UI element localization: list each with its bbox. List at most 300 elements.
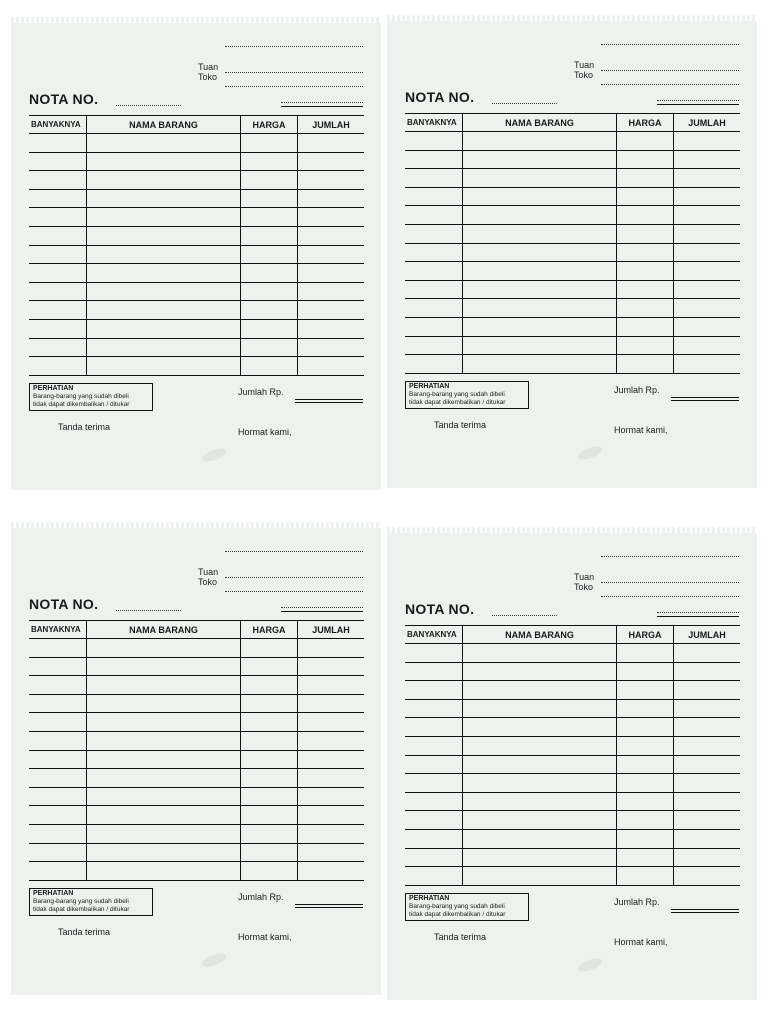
table-cell	[463, 206, 617, 225]
table-cell	[29, 338, 87, 357]
table-row	[405, 829, 740, 848]
paper-smudge	[576, 956, 604, 974]
table-cell	[241, 226, 298, 245]
table-cell	[87, 319, 241, 338]
total-field	[295, 399, 363, 403]
table-cell	[241, 301, 298, 320]
table-row	[29, 282, 364, 301]
table-cell	[617, 187, 674, 206]
table-cell	[617, 829, 674, 848]
col-banyaknya: BANYAKNYA	[29, 621, 87, 639]
total-field	[295, 904, 363, 908]
table-cell	[29, 319, 87, 338]
tuan-line	[225, 577, 363, 578]
table-cell	[241, 189, 298, 208]
table-cell	[617, 280, 674, 299]
table-row	[29, 171, 364, 190]
table-cell	[405, 336, 463, 355]
table-cell	[87, 713, 241, 732]
col-banyaknya: BANYAKNYA	[29, 116, 87, 134]
table-row	[405, 644, 740, 663]
table-row	[405, 662, 740, 681]
perforated-edge	[387, 15, 757, 21]
table-cell	[405, 355, 463, 374]
table-cell	[674, 187, 741, 206]
table-cell	[87, 208, 241, 227]
toko-label: Toko	[574, 70, 594, 80]
table-cell	[87, 282, 241, 301]
col-jumlah: JUMLAH	[674, 114, 741, 132]
table-row	[29, 639, 364, 658]
table-cell	[298, 226, 365, 245]
notice-title: PERHATIAN	[33, 385, 74, 392]
table-cell	[674, 262, 741, 281]
table-cell	[617, 681, 674, 700]
table-cell	[463, 644, 617, 663]
table-cell	[298, 357, 365, 376]
regards-label: Hormat kami,	[614, 425, 668, 435]
table-row	[405, 224, 740, 243]
nota-title: NOTA NO.	[405, 89, 475, 105]
table-cell	[241, 282, 298, 301]
table-cell	[674, 336, 741, 355]
nota-number-line	[116, 105, 181, 106]
table-cell	[463, 132, 617, 151]
table-cell	[463, 262, 617, 281]
table-cell	[463, 829, 617, 848]
table-row	[405, 150, 740, 169]
table-cell	[674, 243, 741, 262]
table-row	[405, 280, 740, 299]
table-cell	[241, 694, 298, 713]
table-cell	[405, 224, 463, 243]
table-row	[405, 867, 740, 886]
table-cell	[405, 811, 463, 830]
table-row	[405, 187, 740, 206]
table-cell	[298, 676, 365, 695]
table-row	[29, 264, 364, 283]
table-cell	[674, 792, 741, 811]
receipt-sheet	[387, 18, 757, 488]
table-cell	[463, 792, 617, 811]
table-cell	[405, 699, 463, 718]
table-cell	[674, 699, 741, 718]
receipt-sheet	[387, 530, 757, 1000]
table-cell	[463, 755, 617, 774]
table-cell	[463, 718, 617, 737]
tuan-line	[225, 72, 363, 73]
table-cell	[29, 189, 87, 208]
col-nama-barang: NAMA BARANG	[87, 116, 241, 134]
table-row	[405, 355, 740, 374]
paper-smudge	[200, 446, 228, 464]
table-row	[29, 357, 364, 376]
table-cell	[405, 736, 463, 755]
table-row	[405, 792, 740, 811]
table-row	[405, 699, 740, 718]
table-cell	[463, 774, 617, 793]
table-row	[29, 843, 364, 862]
table-cell	[298, 319, 365, 338]
table-cell	[405, 187, 463, 206]
table-row	[29, 676, 364, 695]
notice-line: Barang-barang yang sudah dibeli	[33, 393, 129, 400]
table-cell	[617, 243, 674, 262]
table-cell	[674, 718, 741, 737]
date-line	[225, 46, 363, 47]
table-cell	[298, 806, 365, 825]
table-cell	[674, 755, 741, 774]
table-cell	[463, 736, 617, 755]
regards-label: Hormat kami,	[238, 932, 292, 942]
table-cell	[241, 676, 298, 695]
table-row	[405, 774, 740, 793]
table-cell	[617, 699, 674, 718]
table-cell	[87, 694, 241, 713]
table-cell	[674, 206, 741, 225]
table-row	[29, 152, 364, 171]
table-cell	[29, 676, 87, 695]
col-harga: HARGA	[617, 114, 674, 132]
table-cell	[298, 657, 365, 676]
table-cell	[241, 824, 298, 843]
table-cell	[29, 843, 87, 862]
table-cell	[29, 282, 87, 301]
table-cell	[617, 792, 674, 811]
table-cell	[29, 657, 87, 676]
table-cell	[87, 338, 241, 357]
table-row	[405, 736, 740, 755]
table-cell	[463, 355, 617, 374]
col-harga: HARGA	[241, 621, 298, 639]
table-cell	[241, 787, 298, 806]
table-cell	[87, 171, 241, 190]
table-cell	[405, 848, 463, 867]
table-cell	[87, 245, 241, 264]
received-by-label: Tanda terima	[434, 932, 487, 942]
col-nama-barang: NAMA BARANG	[463, 114, 617, 132]
table-row	[405, 262, 740, 281]
table-cell	[29, 769, 87, 788]
table-cell	[463, 299, 617, 318]
table-cell	[674, 811, 741, 830]
table-cell	[298, 301, 365, 320]
receipt-sheet	[11, 20, 381, 490]
table-cell	[241, 862, 298, 881]
tuan-label: Tuan	[198, 62, 219, 72]
table-cell	[29, 357, 87, 376]
table-row	[29, 134, 364, 153]
col-jumlah: JUMLAH	[674, 626, 741, 644]
table-cell	[674, 132, 741, 151]
nota-number-line	[116, 610, 181, 611]
received-by-label: Tanda terima	[58, 422, 111, 432]
table-row	[405, 132, 740, 151]
table-row	[405, 299, 740, 318]
receipt-sheet	[11, 525, 381, 995]
table-cell	[298, 282, 365, 301]
table-cell	[298, 731, 365, 750]
table-cell	[241, 657, 298, 676]
perforated-edge	[11, 17, 381, 23]
table-cell	[617, 317, 674, 336]
table-cell	[29, 226, 87, 245]
table-cell	[298, 713, 365, 732]
table-cell	[298, 750, 365, 769]
table-cell	[87, 769, 241, 788]
table-cell	[298, 245, 365, 264]
col-banyaknya: BANYAKNYA	[405, 114, 463, 132]
address-line	[657, 612, 739, 613]
table-cell	[617, 644, 674, 663]
col-banyaknya: BANYAKNYA	[405, 626, 463, 644]
table-row	[405, 718, 740, 737]
table-cell	[617, 336, 674, 355]
table-cell	[298, 694, 365, 713]
table-cell	[463, 848, 617, 867]
table-cell	[87, 189, 241, 208]
total-label: Jumlah Rp.	[238, 387, 284, 397]
table-row	[29, 245, 364, 264]
address-underline	[281, 106, 363, 107]
table-cell	[29, 731, 87, 750]
table-row	[29, 824, 364, 843]
table-row	[29, 731, 364, 750]
toko-line	[225, 591, 363, 592]
table-cell	[617, 224, 674, 243]
table-cell	[405, 150, 463, 169]
table-cell	[29, 301, 87, 320]
date-line	[601, 556, 739, 557]
toko-label: Toko	[574, 582, 594, 592]
table-cell	[674, 662, 741, 681]
table-cell	[617, 132, 674, 151]
table-row	[29, 208, 364, 227]
table-cell	[405, 299, 463, 318]
table-cell	[463, 187, 617, 206]
col-jumlah: JUMLAH	[298, 116, 365, 134]
address-line	[281, 607, 363, 608]
col-nama-barang: NAMA BARANG	[463, 626, 617, 644]
table-cell	[674, 736, 741, 755]
table-row	[29, 713, 364, 732]
table-cell	[405, 132, 463, 151]
table-cell	[617, 811, 674, 830]
table-cell	[617, 774, 674, 793]
table-cell	[463, 867, 617, 886]
toko-line	[601, 596, 739, 597]
table-cell	[405, 662, 463, 681]
table-cell	[617, 169, 674, 188]
table-row	[405, 755, 740, 774]
table-row	[29, 319, 364, 338]
table-cell	[241, 731, 298, 750]
table-cell	[405, 262, 463, 281]
table-cell	[241, 208, 298, 227]
table-row	[29, 338, 364, 357]
table-cell	[241, 171, 298, 190]
table-cell	[87, 134, 241, 153]
table-cell	[463, 662, 617, 681]
table-cell	[674, 355, 741, 374]
paper-smudge	[576, 444, 604, 462]
table-cell	[617, 299, 674, 318]
items-table	[29, 115, 364, 376]
table-row	[405, 811, 740, 830]
table-cell	[29, 245, 87, 264]
table-cell	[298, 787, 365, 806]
nota-title: NOTA NO.	[29, 596, 99, 612]
notice-title: PERHATIAN	[409, 383, 450, 390]
table-cell	[674, 848, 741, 867]
received-by-label: Tanda terima	[434, 420, 487, 430]
table-cell	[241, 769, 298, 788]
perforated-edge	[387, 527, 757, 533]
total-label: Jumlah Rp.	[614, 385, 660, 395]
table-cell	[463, 224, 617, 243]
table-cell	[241, 245, 298, 264]
tuan-line	[601, 70, 739, 71]
table-cell	[463, 336, 617, 355]
items-table	[29, 620, 364, 881]
table-cell	[298, 208, 365, 227]
col-harga: HARGA	[617, 626, 674, 644]
table-cell	[674, 169, 741, 188]
col-nama-barang: NAMA BARANG	[87, 621, 241, 639]
tuan-line	[601, 582, 739, 583]
table-cell	[241, 319, 298, 338]
table-cell	[405, 280, 463, 299]
table-cell	[87, 843, 241, 862]
table-cell	[463, 699, 617, 718]
table-cell	[29, 639, 87, 658]
address-line	[281, 102, 363, 103]
table-cell	[405, 206, 463, 225]
table-cell	[298, 338, 365, 357]
table-row	[29, 657, 364, 676]
table-cell	[87, 806, 241, 825]
table-row	[405, 206, 740, 225]
notice-box	[29, 383, 153, 411]
table-cell	[674, 867, 741, 886]
table-row	[29, 787, 364, 806]
table-row	[405, 243, 740, 262]
table-row	[405, 681, 740, 700]
notice-line: tidak dapat dikembalikan / ditukar	[33, 401, 130, 408]
table-cell	[298, 171, 365, 190]
col-jumlah: JUMLAH	[298, 621, 365, 639]
tuan-label: Tuan	[198, 567, 219, 577]
table-cell	[87, 787, 241, 806]
table-row	[29, 862, 364, 881]
items-table	[405, 625, 740, 886]
table-row	[405, 317, 740, 336]
table-cell	[405, 718, 463, 737]
table-cell	[29, 806, 87, 825]
notice-line: Barang-barang yang sudah dibeli	[409, 903, 505, 910]
table-cell	[29, 171, 87, 190]
table-row	[29, 769, 364, 788]
table-cell	[405, 867, 463, 886]
table-cell	[298, 862, 365, 881]
table-cell	[674, 224, 741, 243]
nota-title: NOTA NO.	[405, 601, 475, 617]
notice-title: PERHATIAN	[409, 895, 450, 902]
table-cell	[463, 169, 617, 188]
table-row	[29, 694, 364, 713]
table-cell	[298, 264, 365, 283]
table-cell	[241, 264, 298, 283]
regards-label: Hormat kami,	[614, 937, 668, 947]
table-cell	[405, 169, 463, 188]
paper-smudge	[200, 951, 228, 969]
table-cell	[241, 713, 298, 732]
table-cell	[298, 134, 365, 153]
address-underline	[281, 611, 363, 612]
received-by-label: Tanda terima	[58, 927, 111, 937]
address-underline	[657, 616, 739, 617]
col-harga: HARGA	[241, 116, 298, 134]
table-cell	[463, 280, 617, 299]
notice-line: Barang-barang yang sudah dibeli	[409, 391, 505, 398]
table-cell	[617, 662, 674, 681]
table-cell	[29, 208, 87, 227]
tuan-label: Tuan	[574, 572, 595, 582]
notice-line: tidak dapat dikembalikan / ditukar	[409, 911, 506, 918]
table-cell	[87, 750, 241, 769]
total-label: Jumlah Rp.	[614, 897, 660, 907]
table-cell	[29, 787, 87, 806]
table-cell	[405, 774, 463, 793]
table-cell	[87, 357, 241, 376]
address-underline	[657, 104, 739, 105]
table-cell	[617, 718, 674, 737]
table-cell	[298, 189, 365, 208]
table-row	[405, 336, 740, 355]
table-cell	[29, 713, 87, 732]
table-row	[29, 226, 364, 245]
table-cell	[241, 152, 298, 171]
table-cell	[405, 755, 463, 774]
table-cell	[463, 317, 617, 336]
table-cell	[29, 694, 87, 713]
tuan-label: Tuan	[574, 60, 595, 70]
table-cell	[463, 150, 617, 169]
table-cell	[617, 262, 674, 281]
nota-title: NOTA NO.	[29, 91, 99, 107]
table-cell	[87, 676, 241, 695]
table-cell	[674, 280, 741, 299]
perforated-edge	[11, 522, 381, 528]
regards-label: Hormat kami,	[238, 427, 292, 437]
table-cell	[241, 806, 298, 825]
table-cell	[463, 243, 617, 262]
table-row	[29, 189, 364, 208]
table-cell	[87, 657, 241, 676]
table-cell	[617, 206, 674, 225]
table-cell	[674, 644, 741, 663]
address-line	[657, 100, 739, 101]
notice-line: tidak dapat dikembalikan / ditukar	[33, 906, 130, 913]
table-cell	[298, 639, 365, 658]
table-cell	[405, 829, 463, 848]
table-cell	[87, 824, 241, 843]
items-table	[405, 113, 740, 374]
table-cell	[87, 731, 241, 750]
table-cell	[674, 317, 741, 336]
table-cell	[405, 317, 463, 336]
table-cell	[29, 152, 87, 171]
